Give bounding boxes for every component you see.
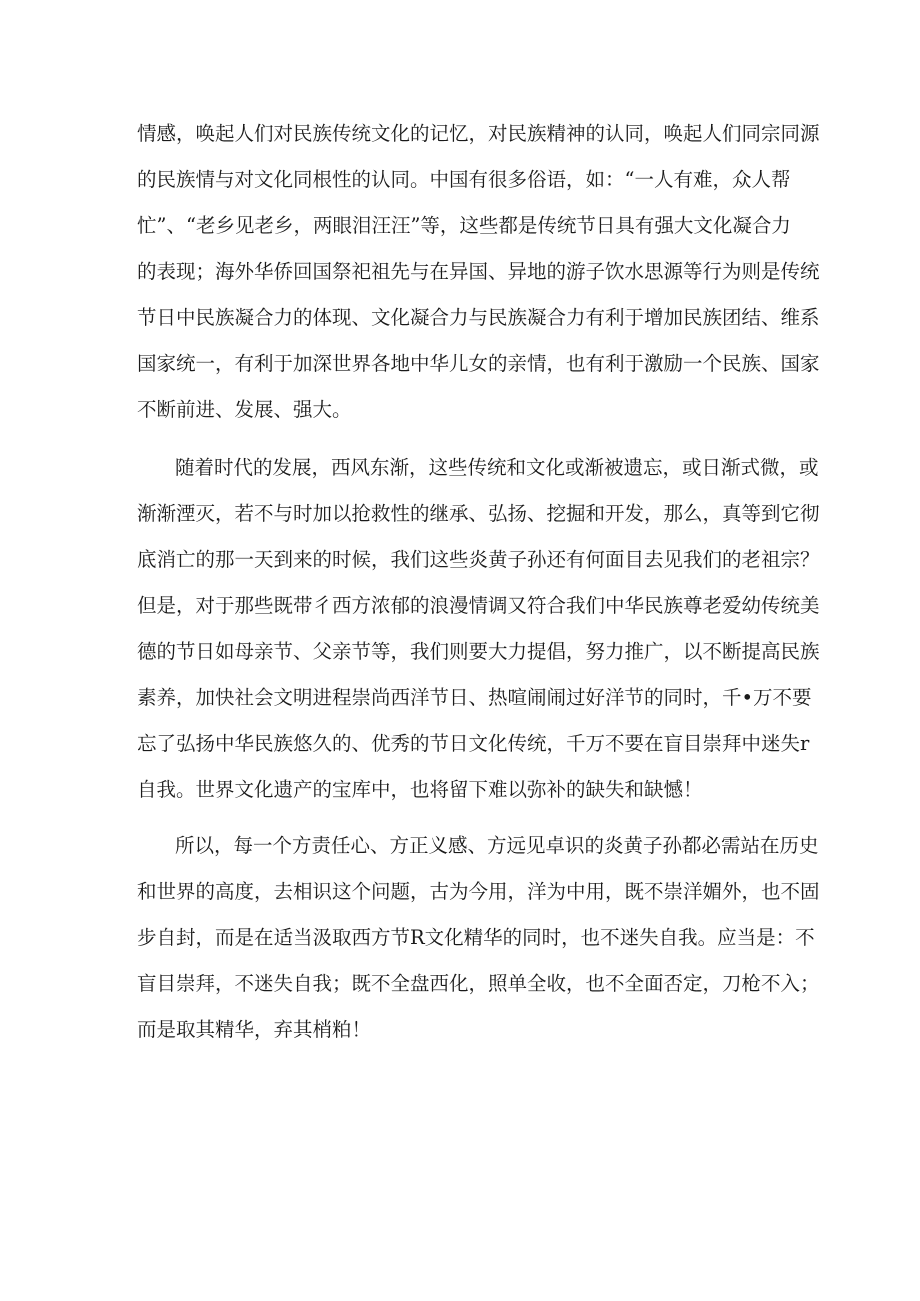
paragraph-1-line-4: 的表现；海外华侨回国祭祀祖先与在异国、异地的游子饮水思源等行为则是传统: [137, 260, 820, 283]
paragraph-2-line-1: 随着时代的发展，西风东渐，这些传统和文化或渐被遗忘，或日渐式微，或: [175, 456, 819, 479]
paragraph-3-line-2: 和世界的高度，去相识这个问题，古为今用，洋为中用，既不崇洋媚外，也不固: [137, 880, 820, 903]
paragraph-1-line-1: 情感，唤起人们对民族传统文化的记忆，对民族精神的认同，唤起人们同宗同源: [137, 122, 820, 145]
paragraph-1-line-2: 的民族情与对文化同根性的认同。中国有很多俗语，如：“一人有难，众人帮: [137, 168, 791, 191]
paragraph-2-line-5: 德的节日如母亲节、父亲节等，我们则要大力提倡，努力推广，以不断提高民族: [137, 640, 820, 663]
paragraph-2-line-7: 忘了弘扬中华民族悠久的、优秀的节日文化传统，千万不要在盲目崇拜中迷失r: [137, 732, 810, 755]
paragraph-2-line-4: 但是，对于那些既带彳西方浓郁的浪漫情调又符合我们中华民族尊老爱幼传统美: [137, 594, 820, 617]
paragraph-2-line-8: 自我。世界文化遗产的宝库中，也将留下难以弥补的缺失和缺憾！: [137, 778, 703, 801]
paragraph-3-line-1: 所以，每一个方责任心、方正义感、方远见卓识的炎黄子孙都必需站在历史: [175, 834, 819, 857]
paragraph-3-line-3: 步自封，而是在适当汲取西方节R文化精华的同时，也不迷失自我。应当是：不: [137, 926, 815, 949]
paragraph-2-line-3: 底消亡的那一天到来的时候，我们这些炎黄子孙还有何面目去见我们的老祖宗？: [137, 548, 820, 571]
paragraph-1-line-5: 节日中民族凝合力的体现、文化凝合力与民族凝合力有利于增加民族团结、维系: [137, 306, 820, 329]
paragraph-1-line-6: 国家统一，有利于加深世界各地中华儿女的亲情，也有利于激励一个民族、国家: [137, 352, 820, 375]
paragraph-2-line-6: 素养，加快社会文明进程崇尚西洋节日、热喧闹闹过好洋节的同时，千•万不要: [137, 686, 812, 709]
paragraph-2-line-2: 渐渐湮灭，若不与时加以抢救性的继承、弘扬、挖掘和开发，那么，真等到它彻: [137, 502, 820, 525]
paragraph-3-line-5: 而是取其精华，弃其梢粕！: [137, 1018, 372, 1041]
paragraph-3-line-4: 盲目崇拜，不迷失自我；既不全盘西化，照单全收，也不全面否定，刀枪不入；: [137, 972, 820, 995]
paragraph-1-line-3: 忙”、“老乡见老乡，两眼泪汪汪”等，这些都是传统节日具有强大文化凝合力: [137, 214, 791, 237]
paragraph-1-line-7: 不断前进、发展、强大。: [137, 398, 352, 421]
